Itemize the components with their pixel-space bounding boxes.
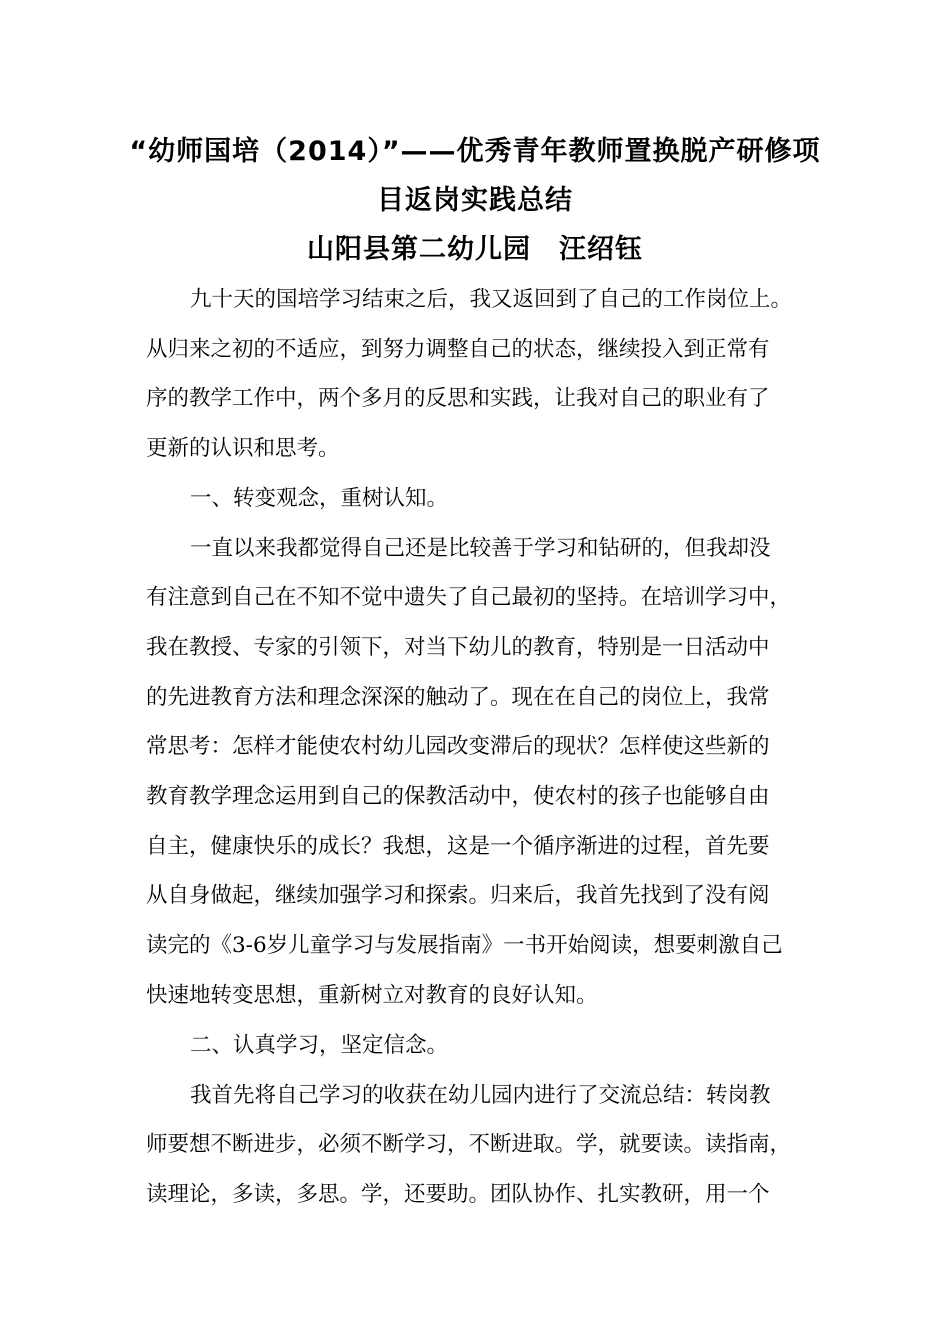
paragraph-line: 教育教学理念运用到自己的保教活动中，使农村的孩子也能够自由 — [146, 784, 770, 809]
paragraph-line: 一直以来我都觉得自己还是比较善于学习和钻研的，但我却没 — [190, 536, 771, 561]
paragraph-line: 我在教授、专家的引领下，对当下幼儿的教育，特别是一日活动中 — [146, 635, 770, 660]
section-heading-1: 一、转变观念，重树认知。 — [190, 486, 449, 511]
paragraph-line: 九十天的国培学习结束之后，我又返回到了自己的工作岗位上。 — [190, 287, 793, 312]
paragraph-line: 有注意到自己在不知不觉中遗失了自己最初的坚持。在培训学习中， — [146, 585, 792, 610]
document-title-line-1: “幼师国培（2014）”——优秀青年教师置换脱产研修项 — [129, 136, 821, 167]
paragraph-line: 快速地转变思想，重新树立对教育的良好认知。 — [146, 983, 598, 1008]
paragraph-line: 读完的《3-6岁儿童学习与发展指南》一书开始阅读，想要刺激自己 — [146, 933, 783, 958]
paragraph-line: 自主，健康快乐的成长？我想，这是一个循序渐进的过程，首先要 — [146, 834, 770, 859]
paragraph-line: 从自身做起，继续加强学习和探索。归来后，我首先找到了没有阅 — [146, 883, 770, 908]
paragraph-line: 从归来之初的不适应，到努力调整自己的状态，继续投入到正常有 — [146, 337, 770, 362]
paragraph-line: 更新的认识和思考。 — [146, 436, 340, 461]
paragraph-line: 的先进教育方法和理念深深的触动了。现在在自己的岗位上，我常 — [146, 685, 770, 710]
paragraph-line: 我首先将自己学习的收获在幼儿园内进行了交流总结：转岗教 — [190, 1083, 771, 1108]
paragraph-line: 序的教学工作中，两个多月的反思和实践，让我对自己的职业有了 — [146, 386, 770, 411]
paragraph-line: 师要想不断进步，必须不断学习，不断进取。学，就要读。读指南， — [146, 1132, 792, 1157]
paragraph-line: 常思考：怎样才能使农村幼儿园改变滞后的现状？怎样使这些新的 — [146, 734, 770, 759]
author-line: 山阳县第二幼儿园 汪绍钰 — [307, 234, 643, 265]
document-title-line-2: 目返岗实践总结 — [377, 185, 573, 216]
paragraph-line: 读理论，多读，多思。学，还要助。团队协作、扎实教研，用一个 — [146, 1182, 770, 1207]
section-heading-2: 二、认真学习，坚定信念。 — [190, 1033, 449, 1058]
